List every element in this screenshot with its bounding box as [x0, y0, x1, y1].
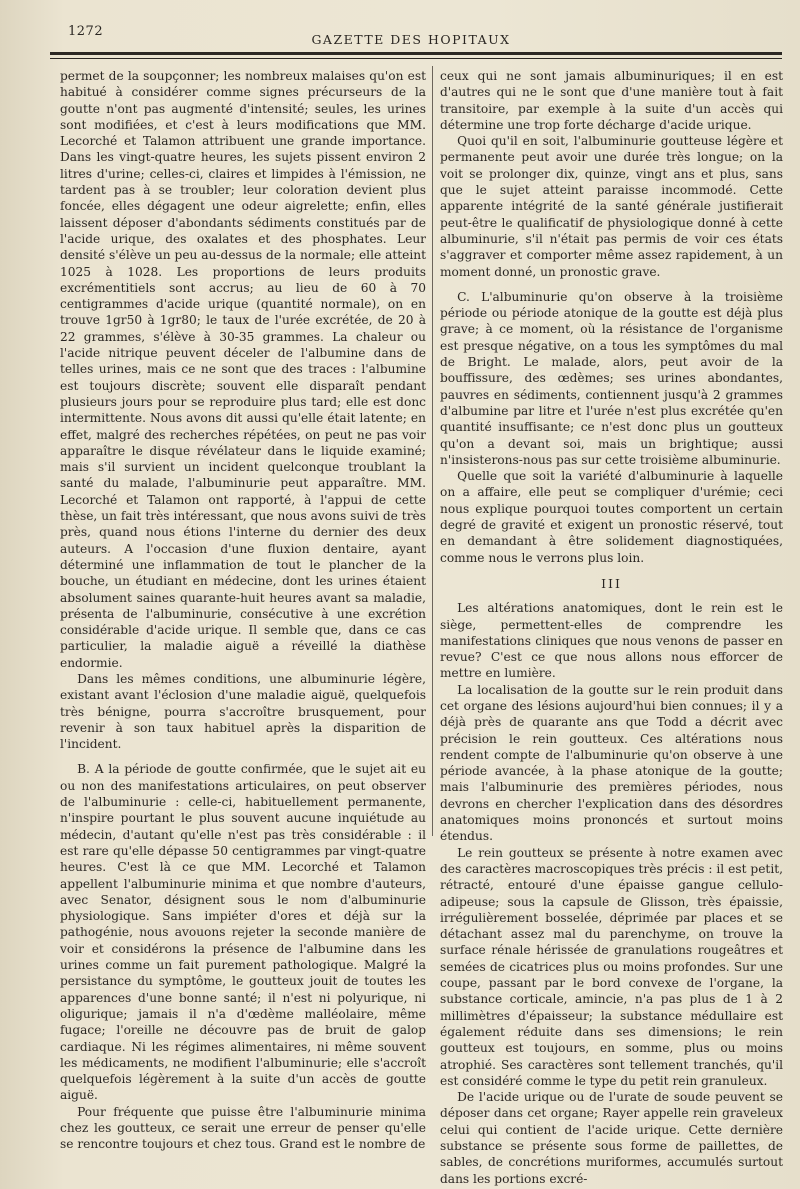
paragraph: Le rein goutteux se présente à notre examen avec des caractères macroscopiques très précis : il est petit, rétracté, entouré d'une épaisse gangue cellulo-adipeuse; sous la capsule de Glisson, très épaissie, irrégulièrement bosselée, déprimée par places et se détachant assez mal du parenchyme, on trouve la surface rénale hérissée de granulations rougeâtres et semées de cicatrices plus ou moins profondes. Sur une coupe, passant par le bord convexe de l'organe, la substance corticale, amincie, n'a pas plus de 1 à 2 millimètres d'épaisseur; la substance médullaire est également réduite dans ses dimensions; le rein goutteux est toujours, en somme, plus ou moins atrophié. Ses caractères sont tellement tranchés, qu'il est considéré comme le type du petit rein granuleux.	[440, 845, 783, 1088]
left-column	[60, 68, 426, 1153]
running-title: GAZETTE DES HOPITAUX	[311, 32, 511, 47]
paragraph: Quoi qu'il en soit, l'albuminurie goutteuse légère et permanente peut avoir une durée très longue; on la voit se prolonger dix, quinze, vingt ans et plus, sans que le sujet atteint paraisse incommodé. Cette apparente intégrité de la santé générale justifierait peut-être le qualificatif de physiologique donné à cette albuminurie, s'il n'était pas permis de voir ces états s'aggraver et comporter même assez rapidement, à un moment donné, un pronostic grave.	[440, 134, 783, 279]
paragraph: Dans les mêmes conditions, une albuminurie légère, existant avant l'éclosion d'une maladie aiguë, quelquefois très bénigne, pourra s'accroître brusquement, pour revenir à son taux habituel après la disparition de l'incident.	[60, 671, 426, 752]
paragraph: permet de la soupçonner; les nombreux malaises qu'on est habitué à considérer comme signes précurseurs de la goutte n'ont pas augmenté d'intensité; seules, les urines sont modifiées, et c'est à leurs modifications que MM. Lecorché et Talamon attribuent une grande importance. Dans les vingt-quatre heures, les sujets pissent environ 2 litres d'urine; celles-ci, claires et limpides à l'émission, ne tardent pas à se troubler; leur coloration devient plus foncée, elles dégagent une odeur aigrelette; enfin, elles laissent déposer d'abondants sédiments constitués par de l'acide urique, des oxalates et des phosphates. Leur densité s'élève un peu au-dessus de la normale; elle atteint 1025 à 1028. Les proportions de leurs produits excrémentitiels sont accrus; au lieu de 60 à 70 centigrammes d'acide urique (quantité normale), on en trouve 1gr50 à 1gr80; le taux de l'urée excrétée, de 20 à 22 grammes, s'élève à 30-35 grammes. La chaleur ou l'acide nitrique peuvent déceler de l'albumine dans de telles urines, mais ce ne sont que des traces : l'albumine est toujours discrète; souvent elle disparaît pendant plusieurs jours pour se reproduire plus tard; elle est donc intermittente. Nous avons dit aussi qu'elle était latente; en effet, malgré des recherches répétées, on peut ne pas voir apparaître le disque révélateur dans le liquide examiné; mais s'il survient un incident quelconque troublant la santé du malade, l'albuminurie peut apparaître. MM. Lecorché et Talamon ont rapporté, à l'appui de cette thèse, un fait très intéressant, que nous avons suivi de très près, quand nous étions l'interne du dernier des deux auteurs. A l'occasion d'une fluxion dentaire, ayant déterminé une inflammation de tout le plancher de la bouche, un étudiant en médecine, dont les urines étaient absolument saines quarante-huit heures avant sa maladie, présenta de l'albuminurie, consécutive à une excrétion considérable d'acide urique. Il semble que, dans ce cas particulier, la maladie aiguë a réveillé la diathèse endormie.	[60, 69, 426, 670]
paragraph: B. A la période de goutte confirmée, que le sujet ait eu ou non des manifestations articulaires, on peut observer de l'albuminurie : celle-ci, habituellement permanente, n'inspire pourtant le plus souvent aucune inquiétude au médecin, d'autant qu'elle n'est pas très considérable : il est rare qu'elle dépasse 50 centigrammes par vingt-quatre heures. C'est là ce que MM. Lecorché et Talamon appellent l'albuminurie minima et que nombre d'auteurs, avec Senator, désignent sous le nom d'albuminurie physiologique. Sans impiéter d'ores et déjà sur la pathogénie, nous avouons rejeter la seconde manière de voir et considérons la présence de l'albumine dans les urines comme un fait purement pathologique. Malgré la persistance du symptôme, le goutteux jouit de toutes les apparences d'une bonne santé; il n'est ni polyurique, ni oligurique; jamais il n'a d'œdème malléolaire, même fugace; l'oreille ne découvre pas de bruit de galop cardiaque. Ni les régimes alimentaires, ni même souvent les médicaments, ne modifient l'albuminurie; elle s'accroît quelquefois légèrement à la suite d'un accès de goutte aiguë.	[60, 762, 426, 1103]
paragraph: La localisation de la goutte sur le rein produit dans cet organe des lésions aujourd'hui bien connues; il y a déjà près de quarante ans que Todd a décrit avec précision le rein goutteux. Ces altérations nous rendent compte de l'albuminurie qu'on observe à une période avancée, à la phase atonique de la goutte; mais l'albuminurie des premières périodes, nous devrons en chercher l'explication dans des désordres anatomiques moins prononcés et surtout moins étendus.	[440, 682, 783, 844]
page-number: 1272	[68, 24, 104, 39]
paragraph: Les altérations anatomiques, dont le rein est le siège, permettent-elles de comprendre les manifestations cliniques que nous venons de passer en revue? C'est ce que nous allons nous efforcer de mettre en lumière.	[440, 601, 783, 681]
header-rule-thick	[50, 52, 782, 55]
column-divider	[432, 66, 433, 836]
paragraph: ceux qui ne sont jamais albuminuriques; il en est d'autres qui ne le sont que d'une manière tout à fait transitoire, par exemple à la suite d'un accès qui détermine une trop forte décharge d'acide urique.	[440, 69, 783, 132]
paragraph: De l'acide urique ou de l'urate de soude peuvent se déposer dans cet organe; Rayer appelle rein graveleux celui qui contient de l'acide urique. Cette dernière substance se présente sous forme de paillettes, de sables, de concrétions muriformes, accumulés surtout dans les portions excré-	[440, 1090, 783, 1186]
paragraph: C. L'albuminurie qu'on observe à la troisième période ou période atonique de la goutte est déjà plus grave; à ce moment, où la résistance de l'organisme est presque négative, on a tous les symptômes du mal de Bright. Le malade, alors, peut avoir de la bouffissure, des œdèmes; ses urines abondantes, pauvres en sédiments, contiennent jusqu'à 2 grammes d'albumine par litre et l'urée n'est plus excrétée qu'en quantité insuffisante; ce n'est donc plus un goutteux qu'on a devant soi, mais un brightique; aussi n'insisterons-nous pas sur cette troisième albuminurie.	[440, 289, 783, 467]
section-number: III	[601, 575, 622, 591]
paragraph: Pour fréquente que puisse être l'albuminurie minima chez les goutteux, ce serait une erreur de penser qu'elle se rencontre toujours et chez tous. Grand est le nombre de	[60, 1104, 426, 1152]
page-header	[40, 22, 782, 62]
paragraph: Quelle que soit la variété d'albuminurie à laquelle on a affaire, elle peut se compliquer d'urémie; ceci nous explique pourquoi toutes comportent un certain degré de gravité et exigent un pronostic réservé, tout en demandant à être solidement diagnostiquées, comme nous le verrons plus loin.	[440, 469, 783, 565]
right-column	[440, 68, 783, 1187]
header-rule-thin	[50, 58, 782, 59]
